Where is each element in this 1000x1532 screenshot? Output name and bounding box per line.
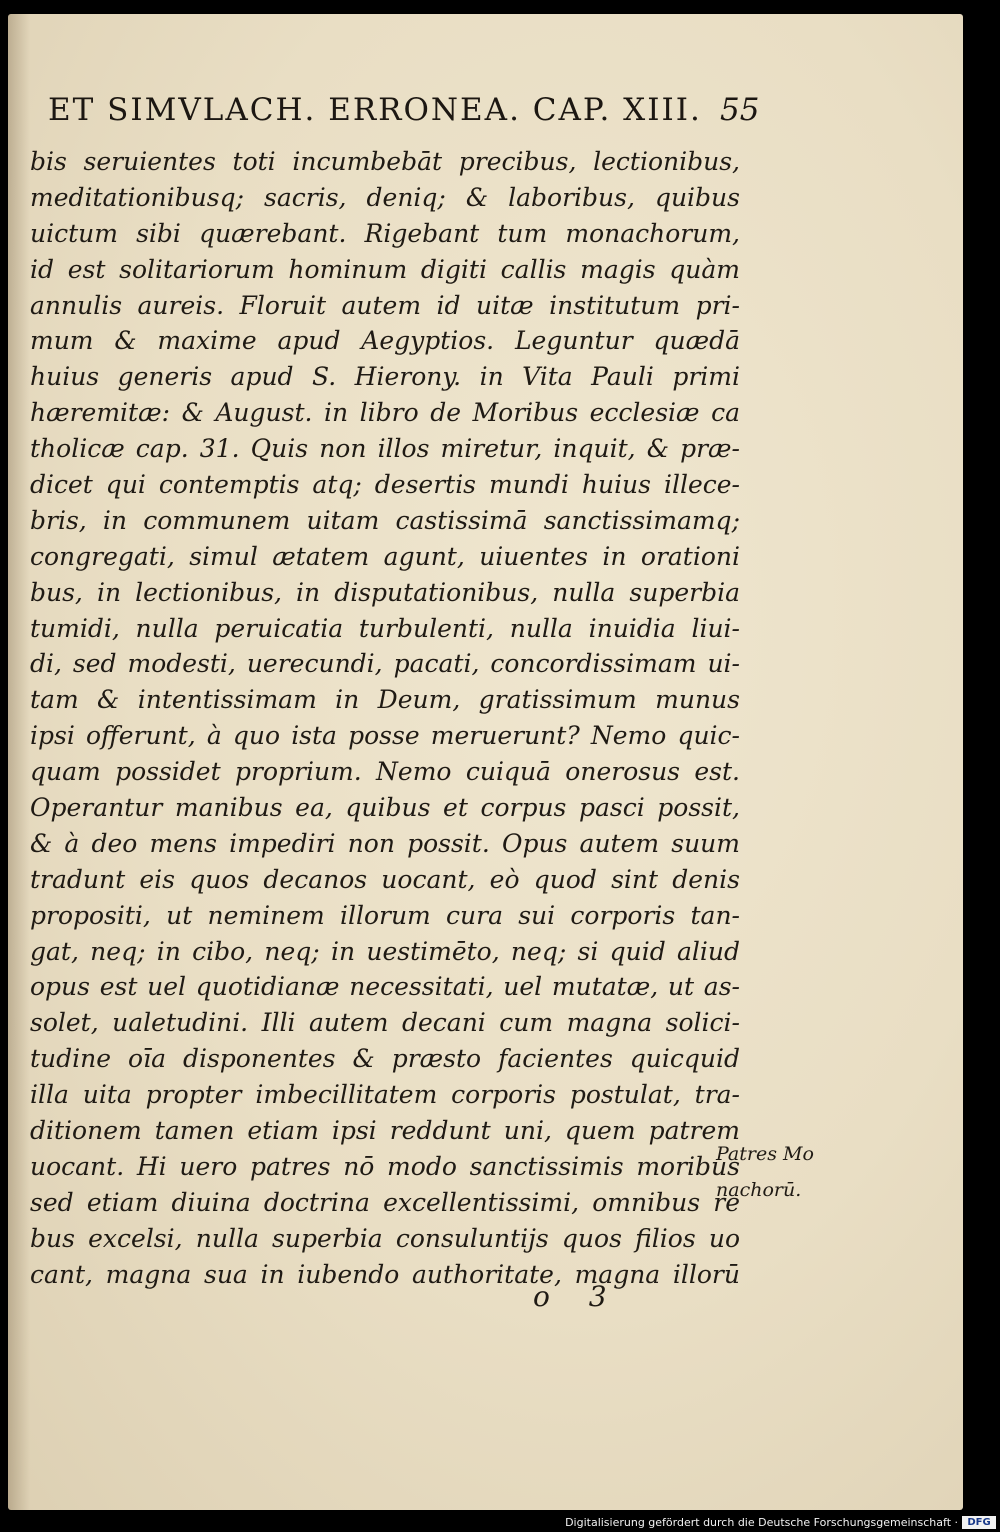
text-line: & à deo mens impediri non possit. Opus autem suum [30, 828, 740, 858]
text-line: bris, in communem uitam castissimā sanctissimamq; [30, 505, 740, 535]
book-page [8, 14, 963, 1510]
text-line: tumidi, nulla peruicatia turbulenti, nulla inuidia liui- [30, 613, 740, 643]
text-line: congregati, simul ætatem agunt, uiuentes in orationi [30, 541, 740, 571]
text-line: mum & maxime apud Aegyptios. Leguntur quædā [30, 326, 740, 356]
folio-number: 55 [720, 92, 760, 128]
text-line: propositi, ut neminem illorum cura sui corporis tan- [30, 900, 740, 930]
margin-note-line: Patres Mo [716, 1143, 814, 1165]
text-line: meditationibusq; sacris, deniq; & laboribus, quibus [30, 182, 740, 212]
text-line: solet, ualetudini. Illi autem decani cum magna solici- [30, 1008, 740, 1038]
text-line: tam & intentissimam in Deum, gratissimum munus [30, 685, 740, 715]
dfg-logo-icon: DFG [962, 1516, 996, 1529]
text-line: bus, in lectionibus, in disputationibus, nulla superbia [30, 577, 740, 607]
text-line: dicet qui contemptis atq; desertis mundi huius illece- [30, 470, 740, 500]
text-line: opus est uel quotidianæ necessitati, uel mutatæ, ut as- [30, 972, 740, 1002]
text-block [30, 144, 740, 1293]
margin-note [716, 1136, 836, 1208]
text-line: tudine oīa disponentes & præsto facientes quicquid [30, 1044, 740, 1074]
text-line: sed etiam diuina doctrina excellentissimi, omnibus re [30, 1187, 740, 1217]
text-line: Operantur manibus ea, quibus et corpus pasci possit, [30, 793, 740, 823]
text-line: bus excelsi, nulla superbia consuluntijs quos filios uo [30, 1223, 740, 1253]
footer-credit: Digitalisierung gefördert durch die Deutsche Forschungsgemeinschaft · [565, 1516, 958, 1529]
text-line: hæremitæ: & August. in libro de Moribus ecclesiæ ca [30, 398, 740, 428]
text-line: illa uita propter imbecillitatem corporis postulat, tra- [30, 1080, 740, 1110]
text-line: tholicæ cap. 31. Quis non illos miretur, inquit, & præ- [30, 434, 740, 464]
text-line: cant, magna sua in iubendo authoritate, magna illorū [30, 1259, 740, 1289]
text-line: huius generis apud S. Hierony. in Vita Pauli primi [30, 362, 740, 392]
text-line: uictum sibi quærebant. Rigebant tum monachorum, [30, 218, 740, 248]
text-line: ditionem tamen etiam ipsi reddunt uni, quem patrem [30, 1116, 740, 1146]
text-line: uocant. Hi uero patres nō modo sanctissimis moribus [30, 1151, 740, 1181]
text-line: tradunt eis quos decanos uocant, eò quod sint denis [30, 864, 740, 894]
margin-note-line: nachorū. [716, 1179, 802, 1201]
text-line: gat, neq; in cibo, neq; in uestimēto, neq; si quid aliud [30, 936, 740, 966]
page-gutter-shadow [8, 14, 30, 1510]
text-line: di, sed modesti, uerecundi, pacati, concordissimam ui- [30, 649, 740, 679]
text-line: annulis aureis. Floruit autem id uitæ institutum pri- [30, 290, 740, 320]
running-head: ET SIMVLACH. ERRONEA. CAP. XIII. [48, 92, 702, 128]
text-line: bis seruientes toti incumbebāt precibus, lectionibus, [30, 147, 740, 176]
text-line: id est solitariorum hominum digiti callis magis quàm [30, 254, 740, 284]
signature-mark: o 3 [533, 1280, 607, 1313]
text-line: quam possidet proprium. Nemo cuiquā onerosus est. [30, 757, 740, 787]
text-line: ipsi offerunt, à quo ista posse meruerunt? Nemo quic- [30, 721, 740, 751]
